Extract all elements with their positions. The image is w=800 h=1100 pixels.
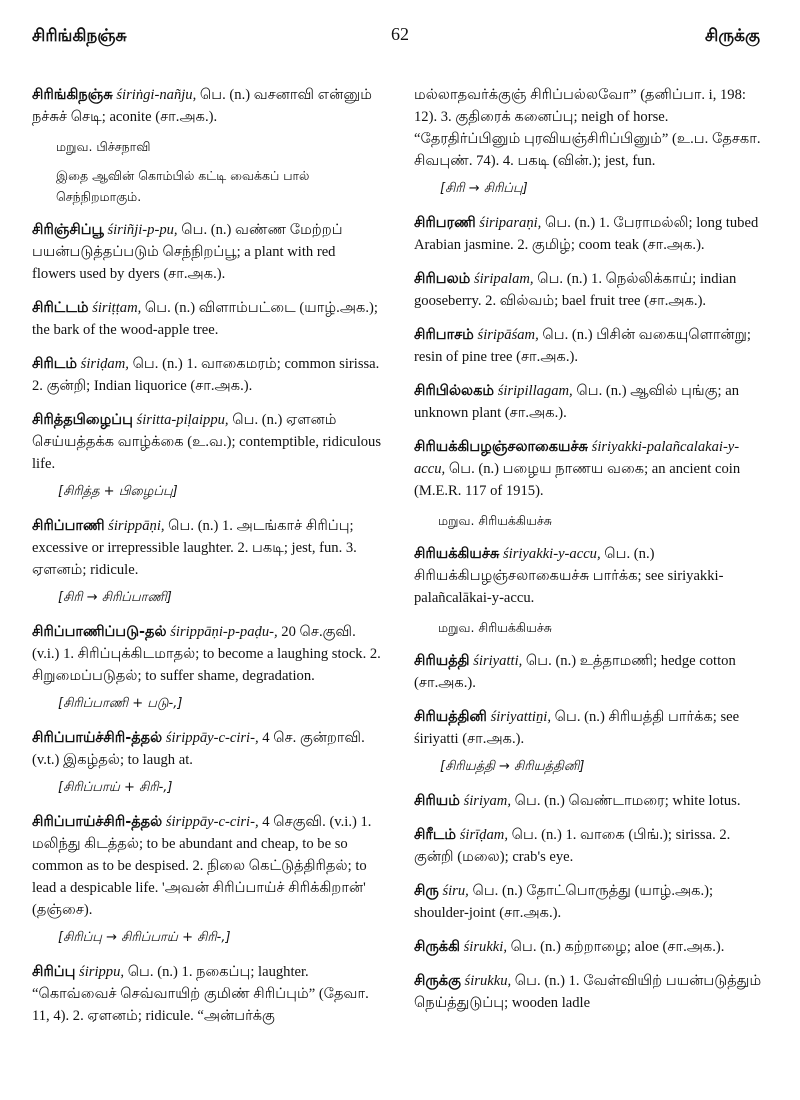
entry-transliteration: śiriparaṇi, (479, 215, 542, 231)
dictionary-entry (32, 515, 382, 581)
entry-transliteration: śiriḍam, (80, 356, 129, 372)
dictionary-entry (32, 297, 382, 341)
entry-etymology: [சிரித்த + பிழைப்பு] (58, 484, 178, 499)
entry-note: இதை ஆவின் கொம்பில் கட்டி வைக்கப் பால் செந்நிறமாகும். (56, 168, 310, 204)
dictionary-entry (32, 84, 382, 128)
dictionary-entry (414, 324, 764, 368)
dictionary-entry (414, 936, 764, 958)
entry-transliteration: śiriyakki-palañcalakai-y-accu, (414, 439, 740, 477)
entry-etymology: [சிரிப்பு → சிரிப்பாய் + சிரி-,] (58, 930, 231, 945)
entry-transliteration: śirippu, (79, 964, 125, 980)
entry-headword: சிரியத்தி (414, 653, 470, 669)
entry-definition: பெ. (n.) 1. பேராமல்லி; long tubed Arabian jasmine. 2. குமிழ்; coom teak (சா.அக.). (414, 215, 759, 253)
entry-definition: பெ. (n.) கற்றாழை; aloe (சா.அக.). (506, 939, 725, 955)
entry-etymology: [சிரிப்பாணி + படு-,] (58, 696, 183, 711)
dictionary-entry (414, 436, 764, 502)
entry-headword: சிருக்கி (414, 939, 460, 955)
entry-headword: சிரிப்பாணி (32, 518, 105, 534)
entry-transliteration: śiriyattiṉi, (490, 709, 551, 725)
dictionary-entry (414, 380, 764, 424)
entry-transliteration: śiriyatti, (473, 653, 523, 669)
entry-headword: சிரிப்பாணிப்படு-தல் (32, 624, 167, 640)
entry-definition: பெ. (n.) உத்தாமணி; hedge cotton (சா.அக.). (414, 653, 736, 691)
entry-definition: பெ. (n.) ஏளனம் செய்யத்தக்க வாழ்க்கை (உ.வ.); contemptible, ridiculous life. (32, 412, 382, 472)
entry-definition: பெ. (n.) தோட்பொருத்து (யாழ்.அக.); shoulder-joint (சா.அக.). (414, 883, 714, 921)
entry-definition: பெ. (n.) ஆவில் புங்கு; an unknown plant (சா.அக.). (414, 383, 740, 421)
entry-definition: 20 செ.குவி. (v.i.) 1. சிரிப்புக்கிடமாதல்; to become a laughing stock. 2. சிறுமைப்படுதல்; to suffer shame, degradation. (32, 624, 381, 684)
entry-headword: சிரிபாசம் (414, 327, 474, 343)
entry-headword: சிருக்கு (414, 973, 461, 989)
entry-transliteration: śiriṅgi-nañju, (116, 87, 197, 103)
entry-headword: சிரிப்பாய்ச்சிரி-த்தல் (32, 730, 163, 746)
entry-headword: சிரிடம் (32, 356, 78, 372)
entry-transliteration: śiru, (442, 883, 469, 899)
entry-etymology: [சிரி → சிரிப்பு] (440, 181, 528, 196)
entry-transliteration: śirukku, (464, 973, 512, 989)
entry-etymology: [சிரியத்தி → சிரியத்தினி] (440, 759, 585, 774)
entry-headword: சிரியம் (414, 793, 460, 809)
entry-transliteration: śiripalam, (473, 271, 534, 287)
entry-headword: சிரு (414, 883, 439, 899)
dictionary-entry (32, 621, 382, 687)
dictionary-entry (414, 706, 764, 750)
entry-etymology: [சிரி → சிரிப்பாணி] (58, 590, 172, 605)
entry-definition: பெ. (n.) 1. வாகை (பிங்.); sirissa. 2. குன்றி (மலை); crab's eye. (414, 827, 731, 865)
entry-headword: சிரித்தபிழைப்பு (32, 412, 133, 428)
entry-definition: பெ. (n.) விளாம்பட்டை (யாழ்.அக.); the bark of the wood-apple tree. (32, 300, 378, 338)
entry-definition: பெ. (n.) 1. வேள்வியிற் பயன்படுத்தும் நெய்த்துடுப்பு; wooden ladle (414, 973, 762, 1011)
entry-headword: சிரியக்கியச்சு (414, 546, 500, 562)
dictionary-entry (414, 790, 764, 812)
entry-definition: பெ. (n.) பிசின் வகையுளொன்று; resin of pine tree (சா.அக.). (414, 327, 751, 365)
entry-transliteration: śiritta-piḷaippu, (136, 412, 229, 428)
entry-etymology: [சிரிப்பாய் + சிரி-,] (58, 780, 173, 795)
entry-headword: சிரிஞ்சிப்பூ (32, 222, 104, 238)
entry-headword: சிரிபில்லகம் (414, 383, 495, 399)
entry-definition: பெ. (n.) சிரியக்கிபழஞ்சலாகையச்சு பார்க்க; see siriyakki-palañcalākai-y-accu. (414, 546, 724, 606)
dictionary-entry (32, 811, 382, 921)
entry-transliteration: śirukki, (463, 939, 507, 955)
entry-note: மறுவ. பிச்சநாவி (56, 139, 151, 154)
entry-transliteration: śirippāy-c-ciri-, (165, 730, 259, 746)
dictionary-entry (414, 543, 764, 609)
dictionary-entry (414, 880, 764, 924)
entry-definition: பெ. (n.) 1. நெல்லிக்காய்; indian gooseberry. 2. வில்வம்; bael fruit tree (சா.அக.). (414, 271, 737, 309)
dictionary-entry (32, 727, 382, 771)
entry-definition: பெ. (n.) வண்ண மேற்றப் பயன்படுத்தப்படும் செந்நிறப்பூ; a plant with red flowers used by dyers (சா.அக.). (32, 222, 343, 282)
entry-headword: சிரிட்டம் (32, 300, 89, 316)
entry-headword: சிரீடம் (414, 827, 457, 843)
entry-definition: 4 செகுவி. (v.i.) 1. மலிந்து கிடத்தல்; to be abundant and cheap, to be so common as to be despised. 2. நிலை கெட்டுத்திரிதல்; to lead a despicable life. 'அவன் சிரிப்பாய்ச் சிரிக்கிறான்' (தஞ்சை). (32, 814, 372, 918)
entry-definition: பெ. (n.) 1. நகைப்பு; laughter. “கொவ்வைச் செவ்வாயிற் குமிண் சிரிப்பும்” (தேவா. 11, 4). 2. ஏளனம்; ridicule. “அன்பர்க்கு (32, 964, 369, 1024)
entry-headword: சிரிபலம் (414, 271, 471, 287)
entry-headword: சிரியக்கிபழஞ்சலாகையச்சு (414, 439, 588, 455)
entry-transliteration: śiripillagam, (497, 383, 573, 399)
dictionary-entry (414, 212, 764, 256)
entry-definition: மல்லாதவர்க்குஞ் சிரிப்பல்லவோ” (தனிப்பா. i, 198: 12). 3. குதிரைக் கனைப்பு; neigh of horse. “தேரதிர்ப்பினும் புரவியஞ்சிரிப்பினும்” (உ.ப. தேசகா. சிவபுண். 74). 4. பகடி (வின்.); jest, fun. (414, 87, 761, 169)
entry-note: மறுவ. சிரியக்கியச்சு (438, 620, 552, 635)
dictionary-entry (414, 268, 764, 312)
entry-headword: சிரிப்பாய்ச்சிரி-த்தல் (32, 814, 163, 830)
entry-definition: பெ. (n.) 1. அடங்காச் சிரிப்பு; excessive or irrepressible laughter. 2. பகடி; jest, fun. 3. ஏளனம்; ridicule. (32, 518, 357, 578)
entry-definition: பெ. (n.) 1. வாகைமரம்; common sirissa. 2. குன்றி; Indian liquorice (சா.அக.). (32, 356, 380, 394)
entry-definition: பெ. (n.) வெண்டாமரை; white lotus. (511, 793, 741, 809)
entry-definition: பெ. (n.) பழைய நாணய வகை; an ancient coin (M.E.R. 117 of 1915). (414, 461, 741, 499)
entry-headword: சிரிப்பு (32, 964, 76, 980)
entry-headword: சிரியத்தினி (414, 709, 487, 725)
entry-transliteration: śirippāṇi, (108, 518, 165, 534)
entry-transliteration: śiriṭṭam, (92, 300, 142, 316)
entry-definition: 4 செ. குன்றாவி. (v.t.) இகழ்தல்; to laugh at. (32, 730, 365, 768)
dictionary-entry (414, 970, 764, 1014)
header-first-word: சிரிங்கிநஞ்சு (32, 26, 127, 46)
entry-note: மறுவ. சிரியக்கியச்சு (438, 513, 552, 528)
entry-headword: சிரிபரணி (414, 215, 476, 231)
entry-transliteration: śirīḍam, (459, 827, 508, 843)
dictionary-entry (32, 353, 382, 397)
dictionary-entry (32, 961, 382, 1027)
left-column (32, 84, 382, 1039)
dictionary-entry (414, 824, 764, 868)
right-column (414, 84, 764, 1026)
entry-definition: பெ. (n.) சிரியத்தி பார்க்க; see śiriyatti (சா.அக.). (414, 709, 740, 747)
page-number: 62 (391, 24, 409, 44)
dictionary-entry (414, 650, 764, 694)
entry-transliteration: śiriyam, (463, 793, 511, 809)
entry-transliteration: śiripāśam, (477, 327, 539, 343)
dictionary-entry (414, 84, 764, 172)
entry-transliteration: śirippāy-c-ciri-, (165, 814, 259, 830)
entry-transliteration: śirippāṇi-p-paḍu-, (170, 624, 278, 640)
entry-transliteration: śiriñji-p-pu, (107, 222, 178, 238)
dictionary-entry (32, 219, 382, 285)
header-last-word: சிருக்கு (705, 26, 760, 46)
entry-transliteration: śiriyakki-y-accu, (502, 546, 601, 562)
dictionary-entry (32, 409, 382, 475)
entry-definition: பெ. (n.) வசனாவி என்னும் நச்சுச் செடி; aconite (சா.அக.). (32, 87, 373, 125)
entry-headword: சிரிங்கிநஞ்சு (32, 87, 113, 103)
